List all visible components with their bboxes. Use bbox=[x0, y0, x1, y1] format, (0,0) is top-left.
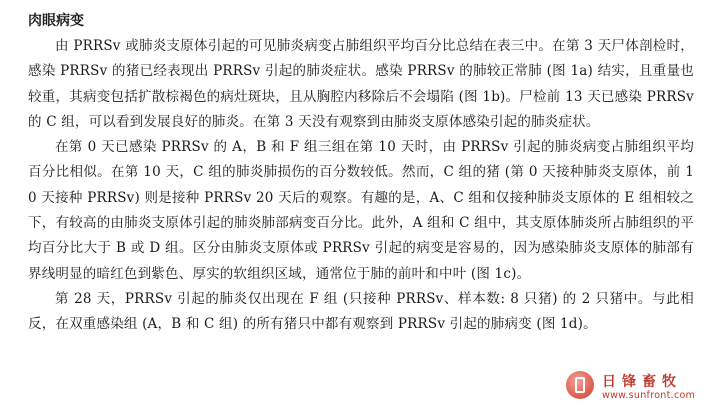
watermark-name: 日锋畜牧 bbox=[602, 374, 682, 390]
document-body bbox=[28, 8, 694, 338]
seal-icon bbox=[566, 371, 594, 399]
watermark-url: www.sunfront.com bbox=[602, 390, 696, 401]
paragraph-3: 第 28 天，PRRSv 引起的肺炎仅出现在 F 组 (只接种 PRRSv、样本数: 8 只猪) 的 2 只猪中。与此相反，在双重感染组 (A，B 和 C 组) 的所有猪只中都有观察到 PRRSv 引起的肺病变 (图 1d)。 bbox=[28, 290, 694, 333]
section-heading: 肉眼病变 bbox=[28, 13, 84, 29]
paragraph-1: 由 PRRSv 或肺炎支原体引起的可见肺炎病变占肺组织平均百分比总结在表三中。在第 3 天尸体剖检时，感染 PRRSv 的猪已经表现出 PRRSv 引起的肺炎症状。感染 PRRSv 的肺较正常肺 (图 1a) 结实，且重量也较重，其病变包括扩散棕褐色的病灶斑块，且从胸腔内移除后不会塌陷 (图 1b)。尸检前 13 天已感染 PRRSv 的 C 组，可以看到发展良好的肺炎。在第 3 天没有观察到由肺炎支原体感染引起的肺炎症状。 bbox=[28, 38, 694, 130]
watermark-logo bbox=[566, 369, 706, 407]
paragraph-2: 在第 0 天已感染 PRRSv 的 A，B 和 F 组三组在第 10 天时，由 PRRSv 引起的肺炎病变占肺组织平均百分比相似。在第 10 天，C 组的肺炎肺损伤的百分数较低。然而，C 组的猪 (第 0 天接种肺炎支原体，前 10 天接种 PRRSv) 则是接种 PRRSv 20 天后的观察。有趣的是，A、C 组和仅接种肺炎支原体的 E 组相较之下，有较高的由肺炎支原体引起的肺炎肺部病变百分比。此外，A 组和 C 组中，其支原体肺炎所占肺组织的平均百分比大于 B 或 D 组。区分由肺炎支原体或 PRRSv 引起的病变是容易的，因为感染肺炎支原体的肺部有界线明显的暗红色到紫色、厚实的软组织区域，通常位于肺的前叶和中叶 (图 1c)。 bbox=[28, 139, 694, 282]
